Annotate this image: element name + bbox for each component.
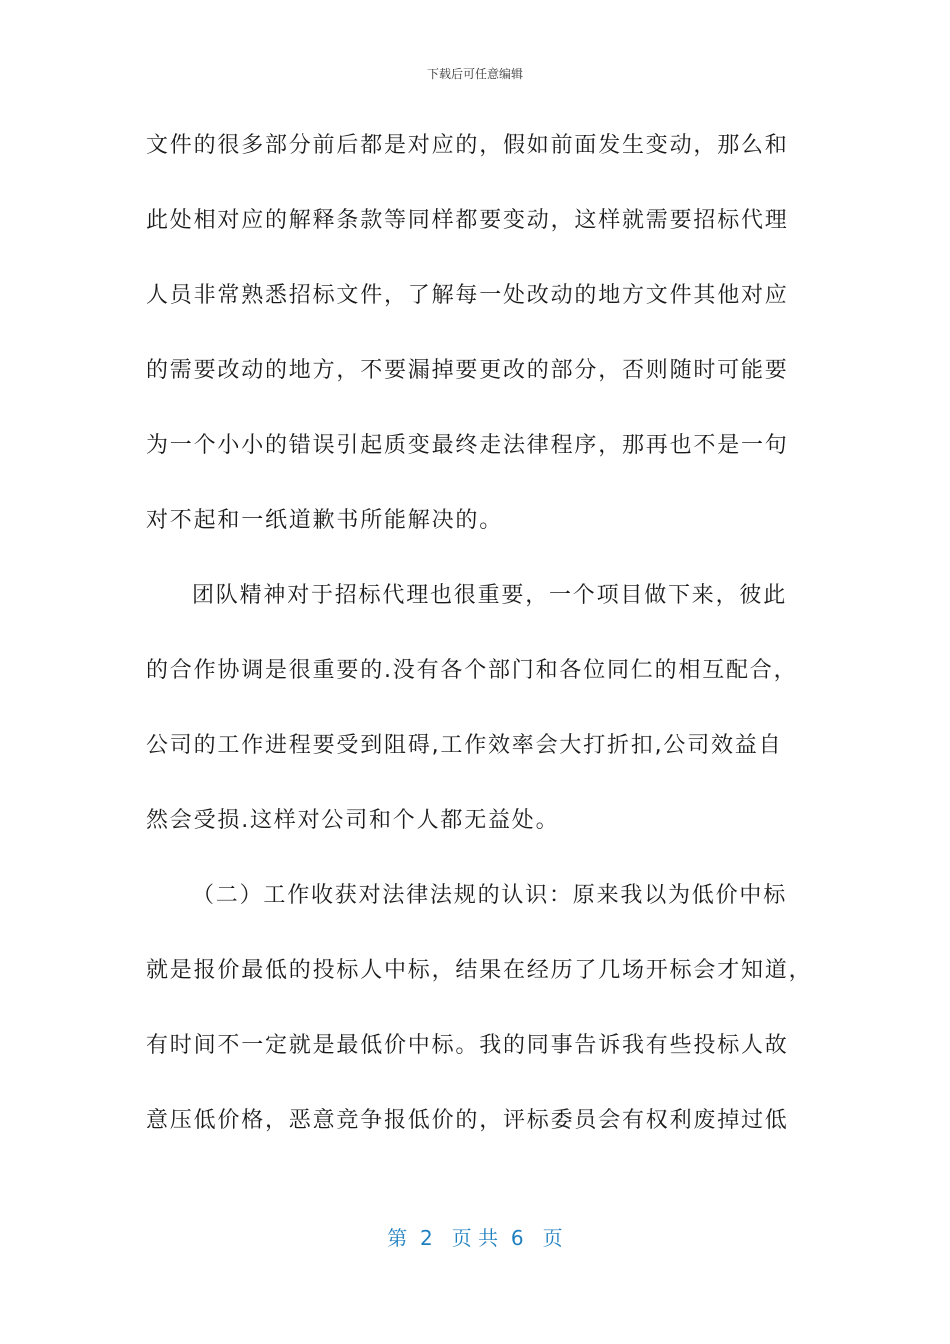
body-line: 意压低价格，恶意竞争报低价的，评标委员会有权利废掉过低 (146, 1108, 789, 1133)
body-line: 人员非常熟悉招标文件，了解每一处改动的地方文件其他对应 (146, 283, 789, 308)
document-body (146, 124, 813, 1174)
body-line: 为一个小小的错误引起质变最终走法律程序，那再也不是一句 (146, 433, 789, 458)
paragraph-first-line: 团队精神对于招标代理也很重要，一个项目做下来，彼此 (192, 583, 788, 608)
body-line: 有时间不一定就是最低价中标。我的同事告诉我有些投标人故 (146, 1033, 789, 1058)
body-line: 的合作协调是很重要的.没有各个部门和各位同仁的相互配合， (146, 658, 798, 683)
body-line: 就是报价最低的投标人中标，结果在经历了几场开标会才知道， (146, 958, 813, 983)
paragraph-first-line: （二）工作收获对法律法规的认识：原来我以为低价中标 (192, 883, 788, 908)
body-line: 对不起和一纸道歉书所能解决的。 (146, 508, 504, 533)
body-line: 然会受损.这样对公司和个人都无益处。 (146, 808, 560, 833)
body-line: 此处相对应的解释条款等同样都要变动，这样就需要招标代理 (146, 208, 789, 233)
page-number-footer: 第 2 页 共 6 页 (387, 1226, 563, 1250)
body-line: 的需要改动的地方，不要漏掉要更改的部分，否则随时可能要 (146, 358, 789, 383)
body-line: 文件的很多部分前后都是对应的，假如前面发生变动，那么和 (146, 133, 789, 158)
body-line: 公司的工作进程要受到阻碍,工作效率会大打折扣,公司效益自 (146, 733, 783, 758)
page-header: 下载后可任意编辑 (426, 67, 523, 81)
